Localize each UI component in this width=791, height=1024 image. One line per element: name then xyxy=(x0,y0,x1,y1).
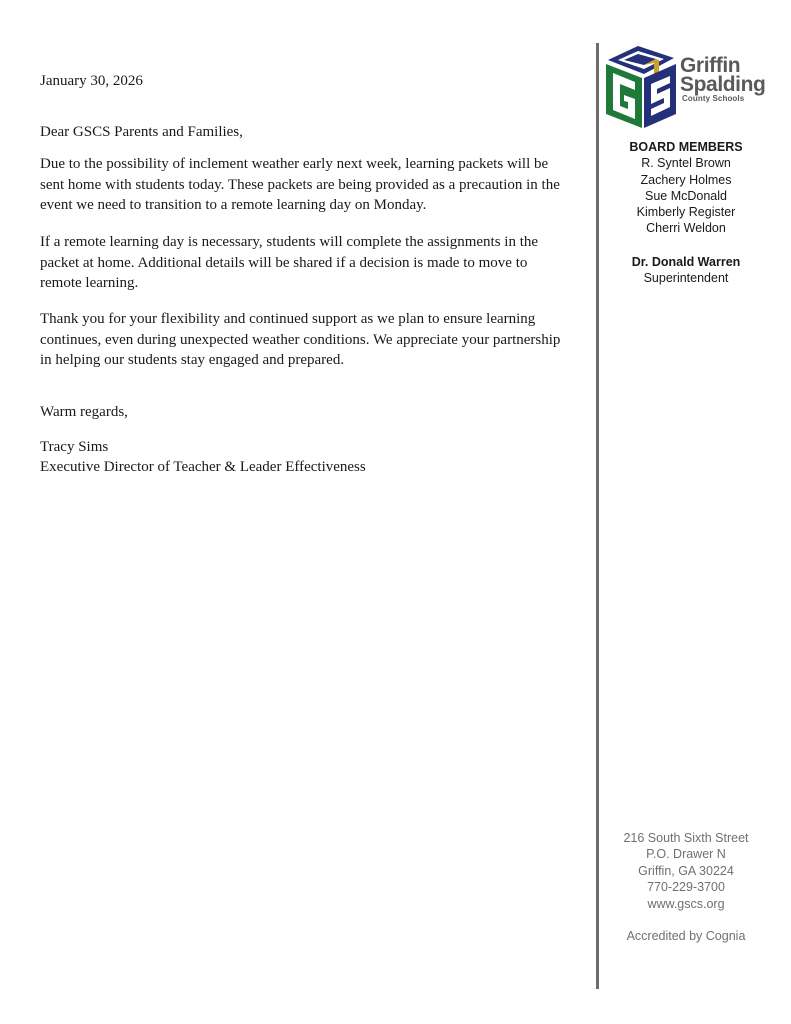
logo-line-3: County Schools xyxy=(682,94,745,103)
address-po: P.O. Drawer N xyxy=(646,847,726,862)
paragraph-3: Thank you for your flexibility and continued support as we plan to ensure learning continues, even during unexpected weather conditions. We appreciate your partnership in helping our students stay engaged and prepared. xyxy=(40,311,561,368)
address-phone: 770-229-3700 xyxy=(647,880,725,895)
signer-title: Executive Director of Teacher & Leader Effectiveness xyxy=(40,459,366,475)
accreditation: Accredited by Cognia xyxy=(626,929,746,943)
salutation: Dear GSCS Parents and Families, xyxy=(40,124,243,140)
letter-date: January 30, 2026 xyxy=(40,73,143,89)
closing: Warm regards, xyxy=(40,404,128,420)
paragraph-1: Due to the possibility of inclement weather early next week, learning packets will be sent home with students today. These packets are being provided as a precaution in the event we need to transition to a remote learning day on Monday. xyxy=(40,156,560,213)
district-logo xyxy=(604,44,772,130)
board-member: Kimberly Register xyxy=(636,205,736,220)
vertical-divider xyxy=(596,43,599,989)
board-members xyxy=(600,139,772,237)
address-city: Griffin, GA 30224 xyxy=(638,863,734,878)
logo-line-1: Griffin xyxy=(680,54,741,77)
board-member: Sue McDonald xyxy=(645,188,727,203)
address-street: 216 South Sixth Street xyxy=(623,831,749,845)
board-heading: BOARD MEMBERS xyxy=(629,140,743,154)
superintendent-role: Superintendent xyxy=(643,271,729,286)
logo-line-2: Spalding xyxy=(680,73,766,96)
superintendent-block xyxy=(600,254,772,287)
paragraph-2: If a remote learning day is necessary, students will complete the assignments in the packet at home. Additional details will be shared if a decision is made to move to remote learning. xyxy=(40,234,539,291)
gscs-cube-icon xyxy=(604,44,678,130)
signer-name: Tracy Sims xyxy=(40,439,109,455)
logo-wordmark xyxy=(680,56,765,104)
board-member: Cherri Weldon xyxy=(646,221,726,236)
address-website: www.gscs.org xyxy=(647,896,725,911)
district-address xyxy=(600,830,772,912)
board-member: R. Syntel Brown xyxy=(641,156,731,171)
superintendent-name: Dr. Donald Warren xyxy=(631,255,741,269)
board-member: Zachery Holmes xyxy=(640,172,732,187)
